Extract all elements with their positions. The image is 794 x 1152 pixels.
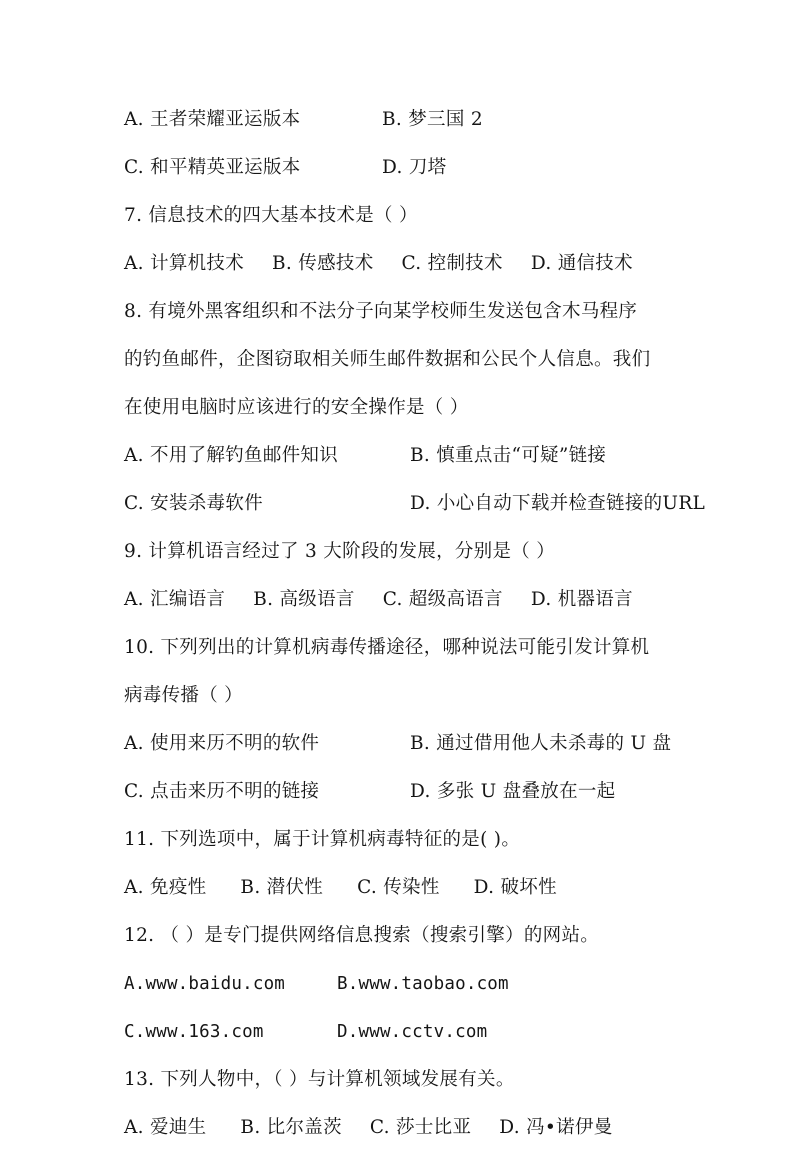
option-row — [124, 96, 684, 144]
option-b: B. 传感技术 — [272, 253, 374, 274]
option-row — [124, 864, 684, 912]
option-c: C. 和平精英亚运版本 — [124, 157, 301, 178]
option-row — [124, 240, 684, 288]
option-row — [124, 432, 684, 480]
option-d: D. 多张 U 盘叠放在一起 — [410, 781, 616, 802]
option-c: C. 传染性 — [357, 877, 440, 898]
option-a: A. 计算机技术 — [124, 253, 245, 274]
option-c: C.www.163.com — [124, 1022, 264, 1042]
option-a: A.www.baidu.com — [124, 974, 286, 994]
option-row — [124, 1008, 684, 1056]
option-row — [124, 960, 684, 1008]
option-b: B. 慎重点击“可疑”链接 — [410, 445, 607, 466]
option-a: A. 使用来历不明的软件 — [124, 733, 320, 754]
option-d: D.www.cctv.com — [337, 1022, 488, 1042]
question-stem-8-line3: 在使用电脑时应该进行的安全操作是（ ） — [124, 397, 469, 418]
option-c: C. 安装杀毒软件 — [124, 493, 263, 514]
option-d: D. 冯•诺伊曼 — [499, 1117, 613, 1138]
option-b: B.www.taobao.com — [337, 974, 509, 994]
option-b: B. 高级语言 — [253, 589, 355, 610]
question-stem-7: 7. 信息技术的四大基本技术是（ ） — [124, 205, 418, 226]
question-stem-13: 13. 下列人物中，（ ）与计算机领域发展有关。 — [124, 1069, 515, 1090]
question-stem-12: 12. （ ）是专门提供网络信息搜索（搜索引擎）的网站。 — [124, 925, 600, 946]
question-stem-11: 11. 下列选项中，属于计算机病毒特征的是( )。 — [124, 829, 521, 850]
option-a: A. 爱迪生 — [124, 1117, 207, 1138]
option-b: B. 通过借用他人未杀毒的 U 盘 — [410, 733, 672, 754]
option-row — [124, 576, 684, 624]
option-d: D. 通信技术 — [530, 253, 633, 274]
option-row — [124, 720, 684, 768]
option-c: C. 莎士比亚 — [369, 1117, 472, 1138]
question-stem-9: 9. 计算机语言经过了 3 大阶段的发展，分别是（ ） — [124, 541, 556, 562]
option-row — [124, 768, 684, 816]
option-b: B. 比尔盖茨 — [240, 1117, 342, 1138]
option-a: A. 免疫性 — [124, 877, 207, 898]
option-d: D. 刀塔 — [382, 157, 447, 178]
option-c: C. 超级高语言 — [382, 589, 503, 610]
option-b: B. 潜伏性 — [240, 877, 324, 898]
option-a: A. 王者荣耀亚运版本 — [124, 109, 301, 130]
question-stem-8-line2: 的钓鱼邮件，企图窃取相关师生邮件数据和公民个人信息。我们 — [124, 349, 651, 370]
option-b: B. 梦三国 2 — [382, 109, 483, 130]
option-row — [124, 480, 706, 528]
option-c: C. 点击来历不明的链接 — [124, 781, 320, 802]
option-row — [124, 1104, 684, 1152]
option-d: D. 机器语言 — [530, 589, 633, 610]
option-c: C. 控制技术 — [401, 253, 503, 274]
question-stem-8-line1: 8. 有境外黑客组织和不法分子向某学校师生发送包含木马程序 — [124, 301, 638, 322]
exam-question-body — [124, 96, 706, 1152]
option-row — [124, 144, 684, 192]
option-d: D. 破坏性 — [473, 877, 557, 898]
option-a: A. 汇编语言 — [124, 589, 226, 610]
option-d: D. 小心自动下载并检查链接的URL — [410, 493, 706, 514]
question-stem-10-line1: 10. 下列列出的计算机病毒传播途径，哪种说法可能引发计算机 — [124, 637, 650, 658]
question-stem-10-line2: 病毒传播（ ） — [124, 685, 243, 706]
option-a: A. 不用了解钓鱼邮件知识 — [124, 445, 339, 466]
